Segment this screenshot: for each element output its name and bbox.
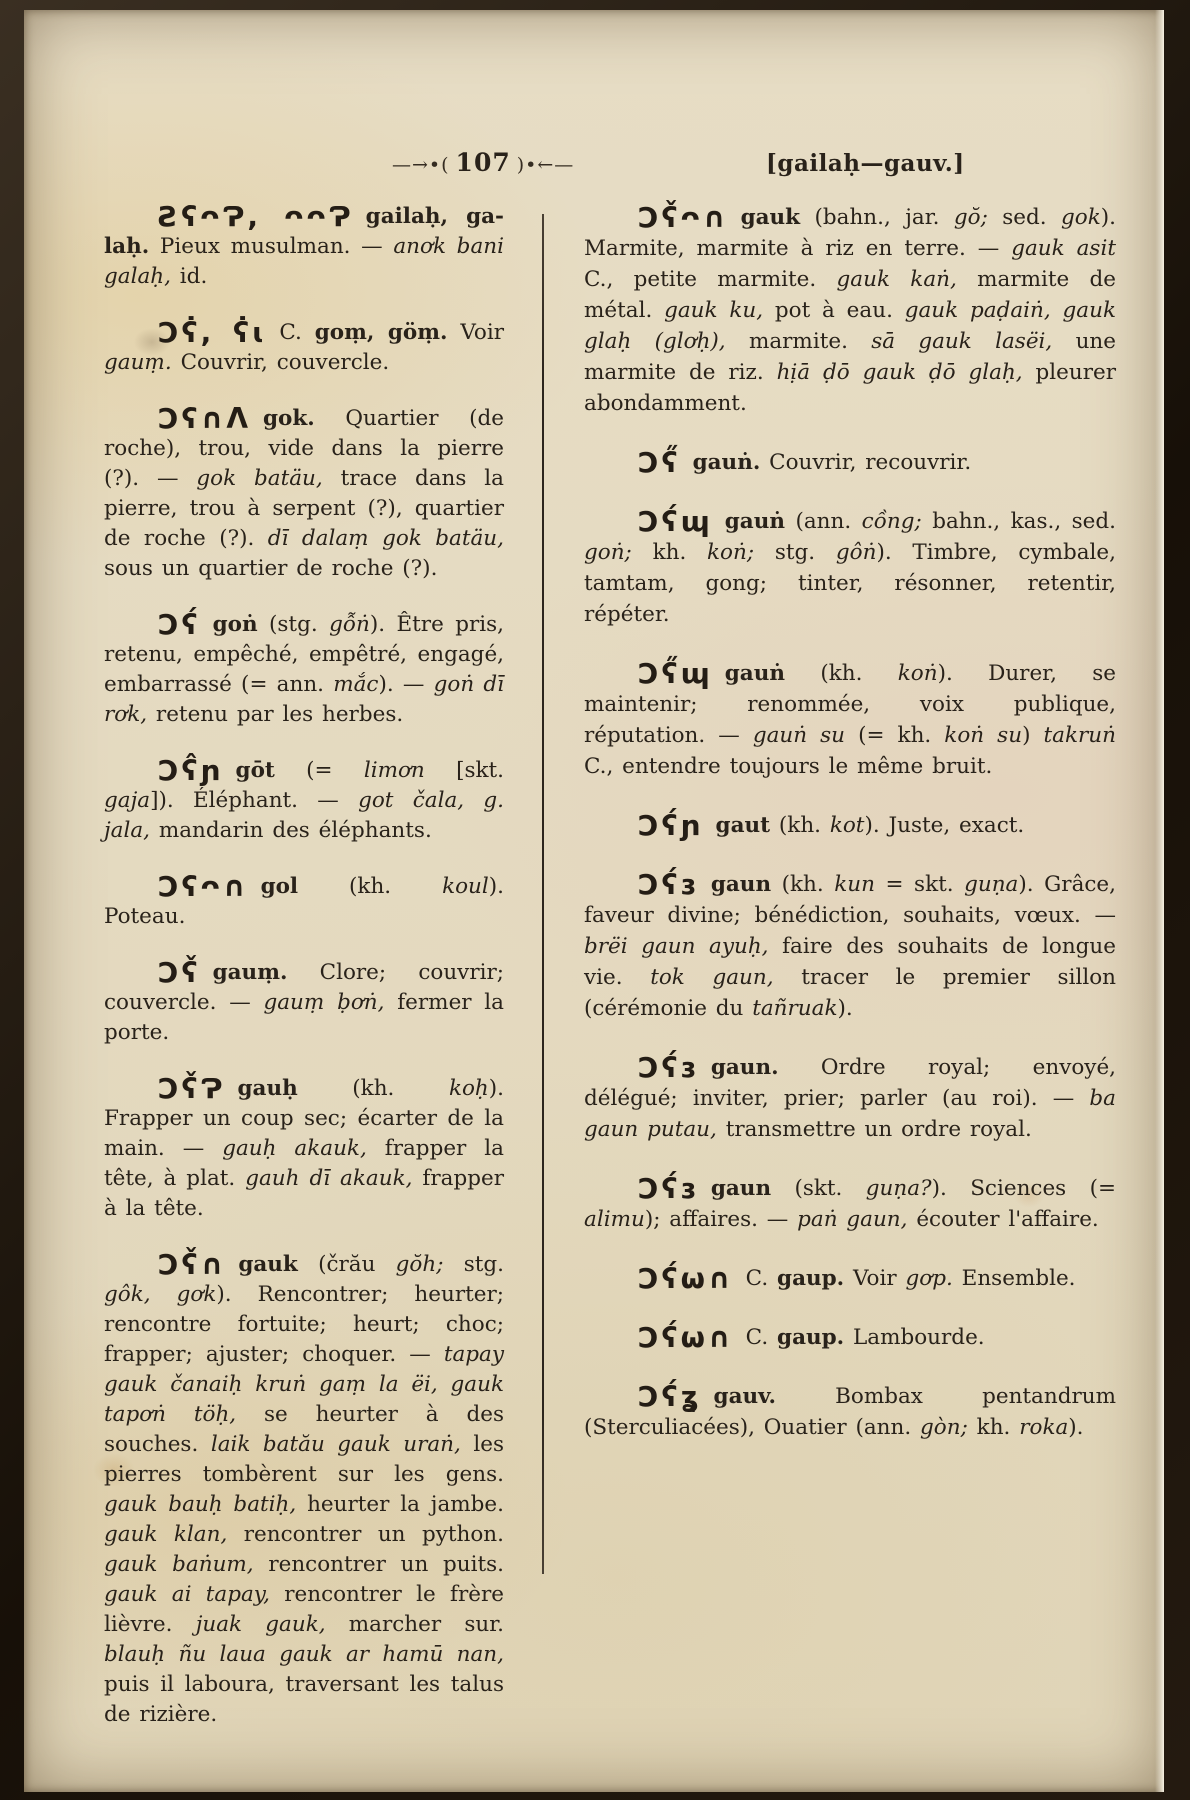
definition-text: Pieux musulman. — xyxy=(149,234,394,259)
definition-text: frapper à la tête. xyxy=(104,1166,504,1221)
example-or-etymon: gauk ai tapay, xyxy=(104,1582,270,1607)
example-or-etymon: blauḥ ñu laua gauk ar hamū nan, xyxy=(104,1642,504,1667)
definition-text: C., petite marmite. xyxy=(584,267,837,292)
cham-script-glyphs: ƧʕᴖɁ, ᴖᴖɁ xyxy=(158,200,354,233)
example-or-etymon: takruṅ xyxy=(1043,723,1116,748)
definition-text: ). Poteau. xyxy=(104,874,504,929)
dictionary-entry xyxy=(584,506,1116,630)
cham-script-glyphs: Ɔʕᴖ∩ xyxy=(158,870,249,903)
definition-text: pot à eau. xyxy=(763,298,905,323)
definition-text: id. xyxy=(170,264,208,289)
dictionary-entry xyxy=(104,1074,504,1224)
cham-script-glyphs: Ɔʕ̂ɲ xyxy=(158,754,224,787)
example-or-etymon: gauḥ akauk, xyxy=(222,1136,367,1161)
dictionary-entry xyxy=(584,447,1116,478)
definition-text: faire des souhaits de longue vie. xyxy=(584,934,1117,990)
definition-text: [skt. xyxy=(424,758,504,783)
example-or-etymon: kun xyxy=(834,872,875,897)
definition-text: transmettre un ordre royal. xyxy=(716,1117,1032,1142)
example-or-etymon: tok gaun, xyxy=(650,965,774,990)
definition-text: fermer la porte. xyxy=(104,990,504,1045)
definition-text: ). — xyxy=(378,672,434,697)
definition-text: marmite. xyxy=(725,329,872,354)
definition-text: sed. xyxy=(987,205,1062,230)
example-or-etymon: guṇa? xyxy=(865,1176,932,1201)
example-or-etymon: gauṃ. xyxy=(104,350,172,375)
headword: gauṅ xyxy=(724,509,785,534)
example-or-etymon: kot xyxy=(829,813,865,838)
definition-text: ). xyxy=(1068,1415,1084,1440)
definition-text: puis il laboura, traversant les talus de rizière. xyxy=(104,1672,504,1727)
cham-script-glyphs: Ɔʕ̌ xyxy=(158,956,201,989)
headword: gauṃ. xyxy=(212,960,288,985)
definition-text: kh. xyxy=(967,1415,1020,1440)
example-or-etymon: koṅ xyxy=(897,661,938,686)
right-column xyxy=(584,202,1116,1471)
cham-script-glyphs: Ɔʕ̌ᴖ∩ xyxy=(638,201,729,234)
example-or-etymon: gòn; xyxy=(920,1415,968,1440)
definition-text: (stg. xyxy=(257,612,330,637)
definition-text: ). Juste, exact. xyxy=(864,813,1025,838)
dictionary-entry xyxy=(104,202,504,292)
definition-text: ); affaires. — xyxy=(644,1207,798,1232)
headword: gaut xyxy=(715,813,771,838)
cham-script-glyphs: Ɔʕ́ʓ xyxy=(638,1380,702,1413)
headword: gauk xyxy=(238,1252,298,1277)
definition-text: ). xyxy=(837,996,853,1021)
definition-text: stg. xyxy=(754,540,836,565)
headword: gaun xyxy=(710,1176,772,1201)
definition-text: kh. xyxy=(631,540,708,565)
cham-script-glyphs: Ɔʕ́ω∩ xyxy=(638,1321,734,1354)
definition-text: ). Sciences (= xyxy=(931,1176,1117,1201)
headword: gauṅ xyxy=(724,661,785,686)
running-title: [gailaḥ—gauv.] xyxy=(766,150,965,177)
definition-text: tracer le premier sillon (cérémonie du xyxy=(584,965,1116,1021)
cham-script-glyphs: Ɔʕ́ɲ xyxy=(638,809,704,842)
definition-text: ). Durer, se maintenir; renommée, voix publique, réputation. — xyxy=(584,661,1117,748)
example-or-etymon: mắc xyxy=(333,672,379,697)
example-or-etymon: sā gauk lasëi, xyxy=(871,329,1053,354)
example-or-etymon: gŏ; xyxy=(953,205,988,230)
dictionary-entry xyxy=(104,610,504,730)
example-or-etymon: gơp. xyxy=(905,1266,953,1291)
headword: gaup. xyxy=(777,1266,845,1291)
cham-script-glyphs: Ɔʕ̌∩ xyxy=(158,1248,227,1281)
dictionary-entry xyxy=(104,958,504,1048)
definition-text: ). Être pris, retenu, empêché, empêtré, engagé, embarrassé (= ann. xyxy=(104,612,504,697)
headword: goṅ xyxy=(212,612,258,637)
headword: gol xyxy=(260,874,299,899)
definition-text: stg. xyxy=(443,1252,504,1277)
cham-script-glyphs: Ɔʕ̋ xyxy=(638,446,681,479)
definition-text: retenu par les herbes. xyxy=(147,702,404,727)
cham-script-glyphs: Ɔʕ́ɜ xyxy=(638,868,699,901)
dictionary-entry xyxy=(584,1052,1116,1145)
page-number-header xyxy=(392,148,574,177)
definition-text: mandarin des éléphants. xyxy=(150,818,432,843)
cham-script-glyphs: Ɔʕ∩Λ xyxy=(158,402,251,435)
definition-text: C. xyxy=(745,1266,778,1291)
definition-text: rencontrer le frère lièvre. xyxy=(104,1582,504,1637)
definition-text: ). Marmite, marmite à riz en terre. — xyxy=(584,205,1116,261)
example-or-etymon: gauk baṅum, xyxy=(104,1552,254,1577)
definition-text: ). Frapper un coup sec; écarter de la main. — xyxy=(104,1076,504,1161)
example-or-etymon: gauk paḍaiṅ, gauk glaḥ (glơḥ), xyxy=(584,298,1116,354)
definition-text: ]). Éléphant. — xyxy=(150,788,359,813)
headword: gaup. xyxy=(777,1325,845,1350)
example-or-etymon: brëi gaun ayuḥ, xyxy=(584,934,769,959)
definition-text: Quartier (de roche), trou, vide dans la pierre (?). — xyxy=(104,406,504,491)
definition-text: (kh. xyxy=(785,661,898,686)
dictionary-entry xyxy=(584,1263,1116,1294)
definition-text: ). Grâce, faveur divine; bénédiction, souhaits, vœux. — xyxy=(584,872,1116,928)
headword: gauk xyxy=(740,205,801,230)
example-or-etymon: paṅ gaun, xyxy=(797,1207,908,1232)
definition-text: trace dans la pierre, trou à serpent (?), quartier de roche (?). xyxy=(104,466,504,551)
dictionary-entry xyxy=(104,318,504,378)
definition-text: (bahn., jar. xyxy=(800,205,954,230)
cham-script-glyphs: Ɔʕ́ω∩ xyxy=(638,1262,734,1295)
dictionary-entry xyxy=(104,404,504,584)
example-or-etymon: gauk bauḥ batiḥ, xyxy=(104,1492,297,1517)
definition-text: ) xyxy=(1022,723,1044,748)
dictionary-entry xyxy=(584,1173,1116,1235)
example-or-etymon: gauk klan, xyxy=(104,1522,228,1547)
headword: gauṅ. xyxy=(692,450,761,475)
definition-text: marmite de métal. xyxy=(584,267,1117,323)
example-or-etymon: tañruak xyxy=(752,996,838,1021)
example-or-etymon: gok batäu, xyxy=(196,466,323,491)
dictionary-entry xyxy=(104,872,504,932)
paper-page xyxy=(24,10,1164,1792)
example-or-etymon: juak gauk, xyxy=(195,1612,326,1637)
cham-script-glyphs: Ɔʕ́ xyxy=(158,608,201,641)
definition-text: (črău xyxy=(297,1252,396,1277)
definition-text: (kh. xyxy=(297,1076,449,1101)
example-or-etymon: guṇa xyxy=(964,872,1019,897)
example-or-etymon: gauk asit xyxy=(1011,236,1116,261)
example-or-etymon: gôk, gơk xyxy=(104,1282,217,1307)
dictionary-entry xyxy=(104,1250,504,1730)
definition-text: = skt. xyxy=(874,872,965,897)
example-or-etymon: gauh dī akauk, xyxy=(245,1166,413,1191)
cham-script-glyphs: Ɔʕ́ɜ xyxy=(638,1051,699,1084)
headword: goṃ, göṃ. xyxy=(314,320,448,345)
example-or-etymon: roka xyxy=(1019,1415,1069,1440)
definition-text: Voir xyxy=(844,1266,906,1291)
example-or-etymon: gauṅ su xyxy=(752,723,846,748)
definition-text: Ensemble. xyxy=(952,1266,1076,1291)
example-or-etymon: gŏh; xyxy=(395,1252,444,1277)
definition-text: Clore; couvrir; couvercle. — xyxy=(104,960,504,1015)
example-or-etymon: gôṅ xyxy=(835,540,877,565)
page-number: 107 xyxy=(455,148,511,177)
example-or-etymon: got čala, g. jala, xyxy=(104,788,504,843)
dictionary-entry xyxy=(584,658,1116,782)
dictionary-entry xyxy=(584,810,1116,841)
example-or-etymon: alimu xyxy=(584,1207,645,1232)
definition-text: les pierres tombèrent sur les gens. xyxy=(104,1432,505,1487)
definition-text: C. xyxy=(745,1325,778,1350)
definition-text: ). Rencontrer; heurter; rencontre fortuite; heurt; choc; frapper; ajuster; choquer. — xyxy=(104,1282,504,1367)
headword: gok. xyxy=(263,406,315,431)
definition-text: C., entendre toujours le même bruit. xyxy=(584,754,993,779)
definition-text: Couvrir, couvercle. xyxy=(171,350,390,375)
definition-text: rencontrer un python. xyxy=(227,1522,504,1547)
definition-text: C. xyxy=(279,320,315,345)
example-or-etymon: koḥ xyxy=(448,1076,489,1101)
example-or-etymon: gaja xyxy=(104,788,151,813)
definition-text: Couvrir, recouvrir. xyxy=(760,450,972,475)
cham-script-glyphs: Ɔʕ̇, ʕ̇ɩ xyxy=(158,316,268,349)
definition-text: une marmite de riz. xyxy=(584,329,1116,385)
definition-text: (kh. xyxy=(298,874,443,899)
cham-script-glyphs: Ɔʕ̌Ɂ xyxy=(158,1072,226,1105)
definition-text: marcher sur. xyxy=(325,1612,505,1637)
example-or-etymon: koṅ; xyxy=(707,540,755,565)
example-or-etymon: tapay gauk čanaiḥ kruṅ gaṃ la ëi, gauk tapơṅ töḥ, xyxy=(104,1342,504,1427)
cham-script-glyphs: Ɔʕ́ɰ xyxy=(638,505,713,538)
column-divider-rule xyxy=(542,214,544,1574)
headword: gōt xyxy=(235,758,275,783)
definition-text: Voir xyxy=(447,320,505,345)
definition-text: (ann. xyxy=(785,509,862,534)
definition-text: Bombax pentandrum (Sterculiacées), Ouatier (ann. xyxy=(584,1384,1116,1440)
example-or-etymon: koul xyxy=(442,874,489,899)
definition-text: rencontrer un puits. xyxy=(253,1552,504,1577)
definition-text: (= xyxy=(274,758,364,783)
definition-text: frapper la tête, à plat. xyxy=(104,1136,504,1191)
example-or-etymon: gauk kaṅ, xyxy=(836,267,957,292)
definition-text: se heurter à des souches. xyxy=(104,1402,504,1457)
dictionary-entry xyxy=(584,1322,1116,1353)
definition-text: Lambourde. xyxy=(844,1325,985,1350)
header-ornament-left: —→•( xyxy=(392,154,450,176)
definition-text: bahn., kas., sed. xyxy=(921,509,1116,534)
dictionary-entry xyxy=(584,202,1116,419)
example-or-etymon: goṅ dī rơk, xyxy=(104,672,505,727)
example-or-etymon: koṅ su xyxy=(944,723,1023,748)
example-or-etymon: gok xyxy=(1061,205,1101,230)
headword: gauv. xyxy=(713,1384,776,1409)
example-or-etymon: goṅ; xyxy=(584,540,632,565)
definition-text: ). Timbre, cymbale, tamtam, gong; tinter, résonner, retentir, répéter. xyxy=(584,540,1116,627)
example-or-etymon: ba gaun putau, xyxy=(584,1086,1116,1142)
headword: gailaḥ, ga-laḥ. xyxy=(104,204,504,259)
definition-text: (skt. xyxy=(771,1176,866,1201)
definition-text: heurter la jambe. xyxy=(296,1492,504,1517)
header-ornament-right: )•←— xyxy=(516,154,575,176)
example-or-etymon: dī dalaṃ gok batäu, xyxy=(267,526,504,551)
headword: gaun xyxy=(710,872,772,897)
example-or-etymon: hịā ḍō gauk ḍō glaḥ, xyxy=(776,360,1023,385)
example-or-etymon: anơk bani galaḥ, xyxy=(104,234,504,289)
definition-text: (kh. xyxy=(770,813,830,838)
cham-script-glyphs: Ɔʕ́ɜ xyxy=(638,1172,699,1205)
cham-script-glyphs: Ɔʕ̋ɰ xyxy=(638,657,713,690)
example-or-etymon: laik batău gauk uraṅ, xyxy=(210,1432,461,1457)
dictionary-entry xyxy=(104,756,504,846)
example-or-etymon: gauk ku, xyxy=(664,298,764,323)
definition-text: (= kh. xyxy=(845,723,945,748)
headword: gauḥ xyxy=(237,1076,298,1101)
definition-text: pleurer abondamment. xyxy=(584,360,1117,416)
dictionary-entry xyxy=(584,869,1116,1024)
example-or-etymon: gỗṅ xyxy=(329,612,370,637)
left-column xyxy=(104,202,504,1756)
headword: gaun. xyxy=(710,1055,779,1080)
scan-edge-highlight xyxy=(1155,10,1164,1792)
dictionary-entry xyxy=(584,1381,1116,1443)
example-or-etymon: cồng; xyxy=(861,509,922,534)
definition-text: Ordre royal; envoyé, délégué; inviter, prier; parler (au roi). — xyxy=(584,1055,1116,1111)
definition-text: écouter l'affaire. xyxy=(907,1207,1099,1232)
example-or-etymon: limơn xyxy=(363,758,425,783)
definition-text: sous un quartier de roche (?). xyxy=(104,556,438,581)
definition-text: (kh. xyxy=(771,872,835,897)
example-or-etymon: gauṃ ḅơṅ, xyxy=(263,990,385,1015)
